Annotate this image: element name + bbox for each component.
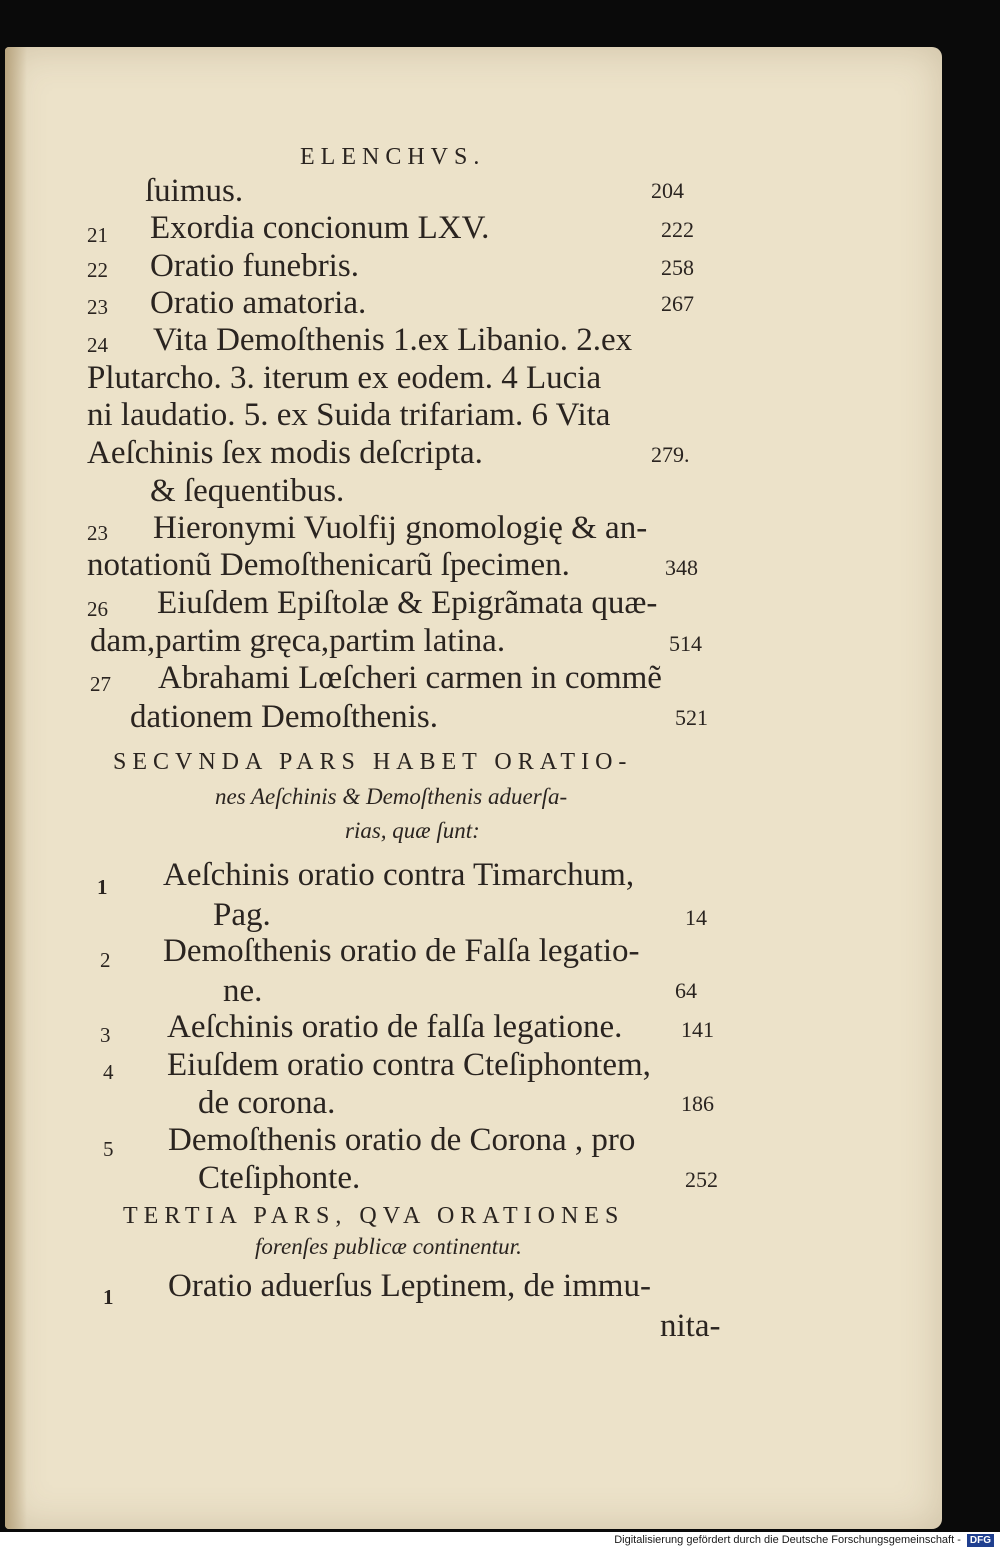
section-heading: TERTIA PARS, QVA ORATIONES (123, 1203, 625, 1229)
entry-line: Eiuſdem oratio contra Cteſiphontem, (167, 1047, 651, 1083)
entry-line: dam,partim gręca,partim latina. (90, 623, 506, 659)
book-page (5, 47, 942, 1529)
page-number: 252 (685, 1167, 718, 1192)
entry-number: 21 (87, 223, 108, 247)
entry-line: Eiuſdem Epiſtolæ & Epigrãmata quæ- (157, 585, 658, 621)
entry-line: Demoſthenis oratio de Falſa legatio- (163, 933, 640, 969)
entry-line: de corona. (198, 1085, 336, 1121)
section-subheading: nes Aeſchinis & Demoſthenis aduerſa- (215, 784, 568, 809)
entry-line: Cteſiphonte. (198, 1160, 361, 1196)
entry-line: ni laudatio. 5. ex Suida trifariam. 6 Vita (87, 397, 611, 433)
entry-line: nita- (660, 1308, 721, 1344)
page-number: 279. (651, 442, 690, 467)
entry-number: 1 (97, 875, 108, 899)
entry-line: Oratio funebris. (150, 248, 359, 284)
entry-line: ne. (223, 973, 263, 1009)
entry-line: Aeſchinis oratio de falſa legatione. (167, 1009, 623, 1045)
entry-number: 4 (103, 1060, 114, 1084)
entry-line: & ſequentibus. (150, 473, 345, 509)
page-number: 258 (661, 255, 694, 280)
entry-number: 27 (90, 672, 111, 696)
entry-line: Pag. (213, 897, 271, 933)
section-heading: SECVNDA PARS HABET ORATIO- (113, 749, 633, 775)
entry-line: Plutarcho. 3. iterum ex eodem. 4 Lucia (87, 360, 602, 396)
entry-number: 5 (103, 1137, 114, 1161)
section-subheading: rias, quæ ſunt: (345, 818, 480, 843)
footer-credit: Digitalisierung gefördert durch die Deutsche Forschungsgemeinschaft - (614, 1534, 961, 1546)
running-header: ELENCHVS. (300, 144, 486, 170)
entry-line: Demoſthenis oratio de Corona , pro (168, 1122, 636, 1158)
entry-line: Oratio amatoria. (150, 285, 367, 321)
page-number: 222 (661, 217, 694, 242)
page-number: 348 (665, 555, 698, 580)
page-number: 64 (675, 978, 697, 1003)
entry-line: Aeſchinis oratio contra Timarchum, (163, 857, 635, 893)
entry-number: 26 (87, 597, 108, 621)
entry-line: Vita Demoſthenis 1.ex Libanio. 2.ex (153, 322, 633, 358)
entry-line: notationũ Demoſthenicarũ ſpecimen. (87, 547, 570, 583)
entry-number: 1 (103, 1285, 114, 1309)
entry-line: Hieronymi Vuolfij gnomologię & an- (153, 510, 648, 546)
page-number: 514 (669, 631, 702, 656)
entry-line: Aeſchinis ſex modis deſcripta. (87, 435, 483, 471)
entry-line: Exordia concionum LXV. (150, 210, 490, 246)
dfg-logo: DFG (967, 1534, 994, 1547)
entry-number: 2 (100, 948, 111, 972)
section-subheading: forenſes publicæ continentur. (255, 1234, 522, 1259)
entry-line: Oratio aduerſus Leptinem, de immu- (168, 1268, 651, 1304)
entry-number: 22 (87, 258, 108, 282)
entry-number: 23 (87, 295, 108, 319)
entry-line: ſuimus. (145, 173, 244, 209)
page-number: 521 (675, 705, 708, 730)
page-number: 204 (651, 178, 684, 203)
page-number: 267 (661, 291, 694, 316)
entry-line: dationem Demoſthenis. (130, 699, 438, 735)
entry-number: 3 (100, 1023, 111, 1047)
page-number: 186 (681, 1091, 714, 1116)
digitization-footer (0, 1532, 1000, 1549)
page-number: 14 (685, 905, 707, 930)
entry-number: 24 (87, 333, 108, 357)
entry-number: 23 (87, 521, 108, 545)
entry-line: Abrahami Lœſcheri carmen in commẽ (158, 660, 662, 696)
page-number: 141 (681, 1017, 714, 1042)
